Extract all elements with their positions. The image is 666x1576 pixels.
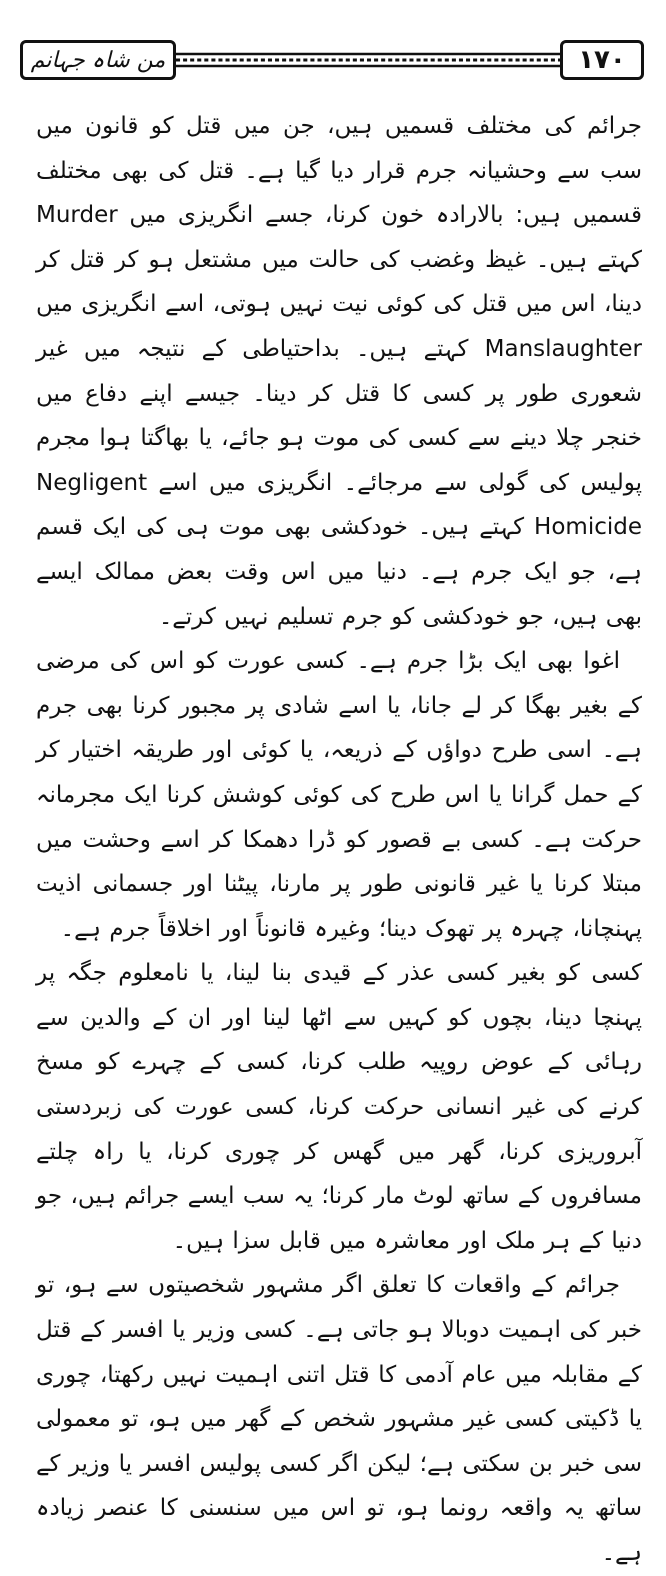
paragraph-abduction: اغوا بھی ایک بڑا جرم ہے۔ کسی عورت کو اس کی مرضی کے بغیر بھگا کر لے جانا، یا اسے شادی پر مجبور کرنا بھی جرم ہے۔ اسی طرح دواؤں کے ذریعہ، یا کوئی اور طریقہ اختیار کر کے حمل گرانا یا اس طرح کی کوئی کوشش کرنا ایک مجرمانہ حرکت ہے۔ کسی بے قصور کو ڈرا دھمکا کر اسے وحشت میں مبتلا کرنا یا غیر قانونی طور پر مارنا، پیٹنا اور جسمانی اذیت پہنچانا، چہرہ پر تھوک دینا؛ وغیرہ قانوناً اور اخلاقاً جرم ہے۔ <box>36 648 642 942</box>
page-number-box <box>560 40 644 80</box>
book-title: من شاہ جہانم <box>30 47 166 73</box>
book-title-box <box>20 40 176 80</box>
page-number: ۱۷۰ <box>578 45 626 75</box>
paragraph-news-value: جرائم کے واقعات کا تعلق اگر مشہور شخصیتوں سے ہو، تو خبر کی اہمیت دوبالا ہو جاتی ہے۔ کسی وزیر یا افسر کے قتل کے مقابلہ میں عام آدمی کا قتل اتنی اہمیت نہیں رکھتا، چوری یا ڈکیتی کسی غیر مشہور شخص کے گھر میں ہو، تو معمولی سی خبر بن سکتی ہے؛ لیکن اگر کسی پولیس افسر یا وزیر کے ساتھ یہ واقعہ رونما ہو، تو اس میں سنسنی کا عنصر زیادہ ہے۔ <box>36 1272 642 1566</box>
paragraph-kidnapping: کسی کو بغیر کسی عذر کے قیدی بنا لینا، یا نامعلوم جگہ پر پہنچا دینا، بچوں کو کہیں سے اٹھا لینا اور ان کے والدین سے رہائی کے عوض روپیہ طلب کرنا، کسی کے چہرے کو مسخ کرنے کی غیر انسانی حرکت کرنا، کسی عورت کی زبردستی آبروریزی کرنا، گھر میں گھس کر چوری کرنا، یا راہ چلتے مسافروں کے ساتھ لوٹ مار کرنا؛ یہ سب ایسے جرائم ہیں، جو دنیا کے ہر ملک اور معاشرہ میں قابل سزا ہیں۔ <box>36 960 642 1254</box>
paragraph-crimes-types: جرائم کی مختلف قسمیں ہیں، جن میں قتل کو قانون میں سب سے وحشیانہ جرم قرار دیا گیا ہے۔ قتل کی بھی مختلف قسمیں ہیں: بالارادہ خون کرنا، جسے انگریزی میں Murder کہتے ہیں۔ غیظ وغضب کی حالت میں مشتعل ہو کر قتل کر دینا، اس میں قتل کی کوئی نیت نہیں ہوتی، اسے انگریزی میں Manslaughter کہتے ہیں۔ بداحتیاطی کے نتیجہ میں غیر شعوری طور پر کسی کا قتل کر دینا۔ جیسے اپنے دفاع میں خنجر چلا دینے سے کسی کی موت ہو جائے، یا بھاگتا ہوا مجرم پولیس کی گولی سے مرجائے۔ انگریزی میں اسے Negligent Homicide کہتے ہیں۔ خودکشی بھی موت ہی کی ایک قسم ہے، جو ایک جرم ہے۔ دنیا میں اس وقت بعض ممالک ایسے بھی ہیں، جو خودکشی کو جرم تسلیم نہیں کرتے۔ <box>36 113 642 630</box>
body-text <box>36 104 642 1576</box>
running-header <box>14 30 652 90</box>
header-decorative-rule <box>176 51 560 69</box>
rule-ornament <box>176 51 560 69</box>
